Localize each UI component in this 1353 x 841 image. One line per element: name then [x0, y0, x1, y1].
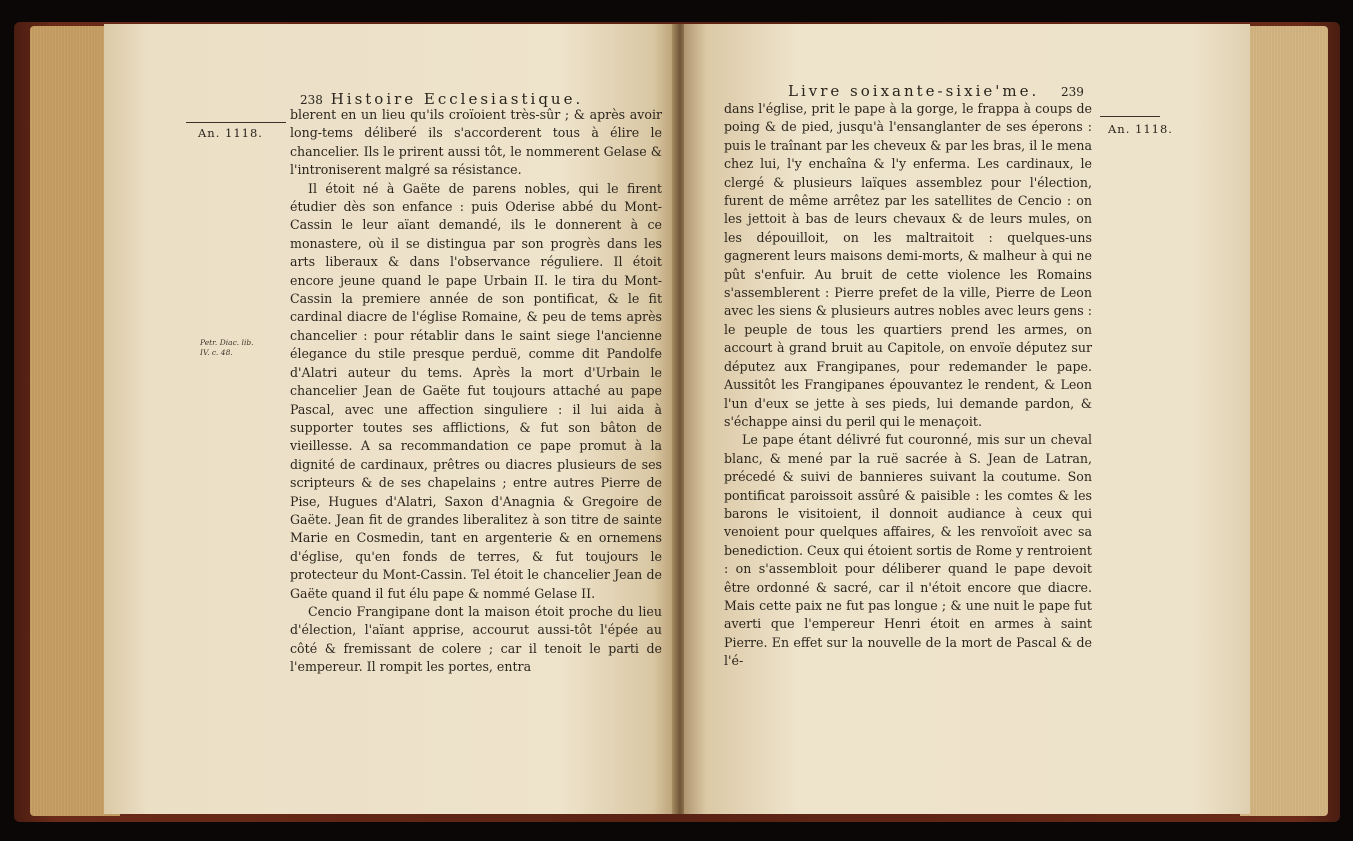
- left-margin-year: An. 1118.: [198, 126, 263, 140]
- left-page: [104, 24, 676, 814]
- left-paragraph-2: Il étoit né à Gaëte de parens nobles, qui le firent étudier dès son enfance : puis Oderise abbé du Mont-Cassin le leur aïant demandé, ils le donnerent à ce monastere, où il se distingua par son progrès dans les arts liberaux & dans l'observance réguliere. Il étoit encore jeune quand le pape Urbain II. le tira du Mont-Cassin la premiere année de son pontificat, & le fit cardinal diacre de l'église Romaine, & peu de tems après chancelier : pour rétablir dans le saint siege l'ancienne élegance du stile presque perduë, comme dit Pandolfe d'Alatri auteur du tems. Après la mort d'Urbain le chancelier Jean de Gaëte fut toujours attaché au pape Pascal, avec une affection singuliere : il lui aida à supporter toutes ses afflictions, & fut son bâton de vieillesse. A sa recommandation ce pape promut à la dignité de cardinaux, prêtres ou diacres plusieurs de ses scripteurs & de ses chapelains ; entre autres Pierre de Pise, Hugues d'Alatri, Saxon d'Anagnia & Gregoire de Gaëte. Jean fit de grandes liberalitez à son titre de sainte Marie en Cosmedin, tant en argenterie & en ornemens d'église, qu'en fonds de terres, & fut toujours le protecteur du Mont-Cassin. Tel étoit le chancelier Jean de Gaëte quand il fut élu pape & nommé Gelase II.: [290, 180, 662, 601]
- left-margin-note: Petr. Diac. lib. IV. c. 48.: [200, 338, 254, 357]
- right-paragraph-1: dans l'église, prit le pape à la gorge, le frappa à coups de poing & de pied, jusqu'à l'ensanglanter de ses éperons : puis le traînant par les cheveux & par les bras, il le mena chez lui, l'y enchaîna & l'y enferma. Les cardinaux, le clergé & plusieurs laïques assemblez pour l'élection, furent de même arrêtez par les satellites de Cencio : on les jettoit à bas de leurs chevaux & de leurs mules, on les dépouilloit, on les maltraitoit : quelques-uns gagnerent leurs maisons demi-morts, & malheur à qui ne pût s'enfuir. Au bruit de cette violence les Romains s'assemblerent : Pierre prefet de la ville, Pierre de Leon avec les siens & plusieurs autres nobles avec leurs gens : le peuple de tous les quartiers prend les armes, on accourt à grand bruit au Capitole, on envoïe députez sur députez aux Frangipanes, pour redemander le pape. Aussitôt les Frangipanes épouvantez le rendent, & Leon l'un d'eux se jette à ses pieds, lui demande pardon, & s'échappe ainsi du peril qui le menaçoit.: [724, 101, 1092, 429]
- right-body-text: [724, 100, 1092, 671]
- left-paragraph-3: Cencio Frangipane dont la maison étoit proche du lieu d'élection, l'aïant apprise, accourut aussi-tôt l'épée au côté & fremissant de colere ; car il tenoit le parti de l'empereur. Il rompit les portes, entra: [290, 603, 662, 675]
- left-margin-rule: [186, 122, 286, 123]
- right-running-title: Livre soixante-sixie'me.: [788, 82, 1040, 100]
- left-body-text: [290, 106, 662, 677]
- left-running-title: Histoire Ecclesiastique.: [330, 90, 584, 108]
- right-page: [684, 24, 1250, 814]
- left-paragraph-1: blerent en un lieu qu'ils croïoient très-sûr ; & après avoir long-tems déliberé ils s'accorderent tous à élire le chancelier. Ils le prirent aussi tôt, le nommerent Gelase & l'introniserent malgré sa résistance.: [290, 107, 662, 178]
- right-page-edges: [1240, 26, 1328, 816]
- right-page-header: [788, 82, 1084, 100]
- right-margin-rule: [1100, 116, 1160, 117]
- right-paragraph-2: Le pape étant délivré fut couronné, mis sur un cheval blanc, & mené par la ruë sacrée à S. Jean de Latran, précedé & suivi de bannieres suivant la coutume. Son pontificat paroissoit assûré & paisible : les comtes & les barons le visitoient, il donnoit audiance à ceux qui venoient pour quelques affaires, & les renvoïoit avec sa benediction. Ceux qui étoient sortis de Rome y rentroient : on s'assembloit pour déliberer quand le pape devoit être ordonné & sacré, car il n'étoit encore que diacre. Mais cette paix ne fut pas longue ; & une nuit le pape fut averti que l'empereur Henri étoit en armes à saint Pierre. En effet sur la nouvelle de la mort de Pascal & de l'é-: [724, 432, 1092, 669]
- right-margin-year: An. 1118.: [1108, 122, 1173, 136]
- left-page-number: 238: [300, 93, 323, 107]
- right-page-number: 239: [1061, 85, 1084, 99]
